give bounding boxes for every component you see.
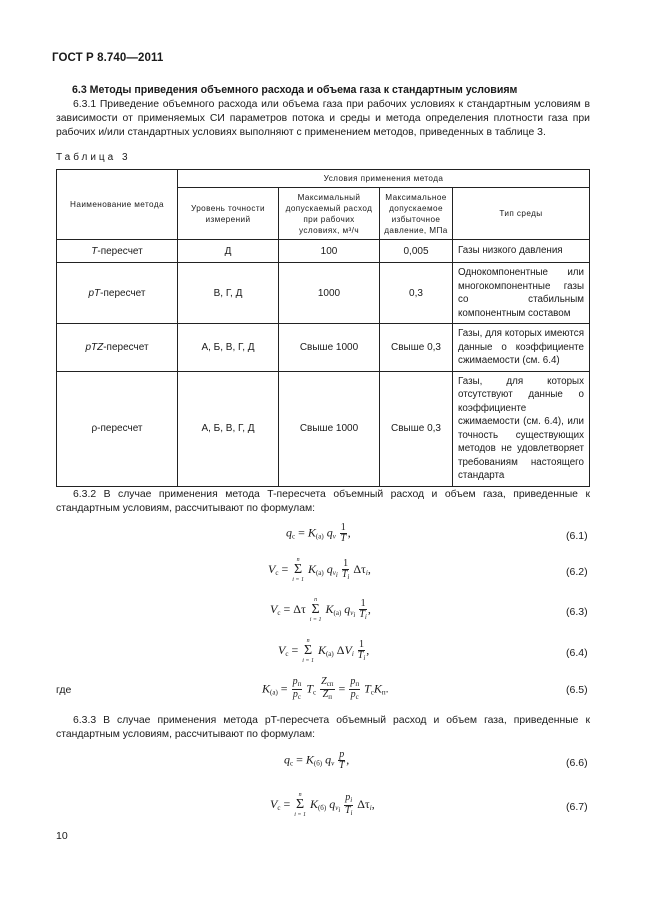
equation-6-3: $V_c = \Delta\tau$ n Σ i = 1 $K_{(а)}$ $q_{v_i}$ $\frac{1}{T_i}$ , bbox=[270, 597, 371, 623]
cell-accuracy: Д bbox=[178, 240, 279, 263]
header-medium: Тип среды bbox=[453, 188, 590, 240]
equation-number: (6.7) bbox=[566, 801, 588, 813]
cell-pressure: Свыше 0,3 bbox=[380, 324, 453, 372]
cell-pressure: Свыше 0,3 bbox=[380, 371, 453, 486]
equation-number: (6.6) bbox=[566, 757, 588, 769]
cell-accuracy: А, Б, В, Г, Д bbox=[178, 371, 279, 486]
cell-method: ρ-пересчет bbox=[57, 371, 178, 486]
header-method: Наименование метода bbox=[57, 170, 178, 240]
methods-table bbox=[56, 169, 590, 487]
table-row bbox=[57, 263, 590, 324]
equation-6-5: $K_{(а)}$ = $p_п$ $p_c$ $T_c$ $Z_{cп}$ $Z_п$ = $p_п$ $p_c$ $T_cK_п$. bbox=[262, 676, 389, 701]
where-label: где bbox=[56, 684, 72, 696]
header-max-flow: Максимальный допускаемый расход при рабочих условиях, м³/ч bbox=[279, 188, 380, 240]
cell-flow: Свыше 1000 bbox=[279, 324, 380, 372]
cell-medium: Газы низкого давления bbox=[453, 240, 590, 263]
cell-method: pTZ-пересчет bbox=[57, 324, 178, 372]
equation-6-4: $V_c$ = n Σ i = 1 $K_{(а)}$ $\Delta V_i$ $\frac{1}{T_i}$ , bbox=[278, 638, 370, 664]
equation-number: (6.1) bbox=[566, 530, 588, 542]
paragraph-6-3-3: 6.3.3 В случае применения метода pT-пересчета объемный расход и объем газа, приведенные к стандартным условиям, рассчитывают по формулам: bbox=[56, 715, 590, 740]
equation-number: (6.2) bbox=[566, 566, 588, 578]
equation-6-7: $V_c$ = n Σ i = 1 $K_{(б)}$ $q_{v_i}$ $\frac{p_i}{T_i}$ $\Delta\tau_i$, bbox=[270, 791, 375, 818]
header-max-pressure: Максимальное допускаемое избыточное давление, МПа bbox=[380, 188, 453, 240]
equation-number: (6.5) bbox=[566, 684, 588, 696]
table-row bbox=[57, 324, 590, 372]
cell-accuracy: В, Г, Д bbox=[178, 263, 279, 324]
cell-accuracy: А, Б, В, Г, Д bbox=[178, 324, 279, 372]
header-conditions: Условия применения метода bbox=[178, 170, 590, 188]
cell-flow: 1000 bbox=[279, 263, 380, 324]
header-accuracy: Уровень точности измерений bbox=[178, 188, 279, 240]
equation-6-2: $V_c$ = n Σ i = 1 $K_{(а)}$ $q_{v_i}$ $\frac{1}{T_i}$ $\Delta\tau_i$, bbox=[268, 557, 371, 583]
table-caption: Таблица 3 bbox=[56, 152, 131, 163]
cell-flow: Свыше 1000 bbox=[279, 371, 380, 486]
document-header: ГОСТ Р 8.740—2011 bbox=[52, 52, 164, 64]
cell-flow: 100 bbox=[279, 240, 380, 263]
cell-method: T-пересчет bbox=[57, 240, 178, 263]
paragraph-6-3-1: 6.3.1 Приведение объемного расхода или объема газа при рабочих условиях к стандартным условиям в зависимости от применяемых СИ параметров потока и среды и метода определения плотности газа при рабочих и/или стандартных условиях выполняют с применением методов, приведенных в таблице 3. bbox=[56, 99, 590, 138]
table-row bbox=[57, 240, 590, 263]
cell-pressure: 0,3 bbox=[380, 263, 453, 324]
section-title: 6.3 Методы приведения объемного расхода и объема газа к стандартным условиям bbox=[72, 84, 518, 96]
equation-6-6: $q_c = K_{(б)}$ $q_v$ $\frac{p}{T}$ , bbox=[284, 749, 350, 771]
table-row bbox=[57, 371, 590, 486]
cell-method: pT-пересчет bbox=[57, 263, 178, 324]
cell-medium: Газы, для которых отсутствуют данные о коэффициенте сжимаемости (см. 6.4), или точность существующих методов не удовлетворяет требованиям настоящего стандарта bbox=[453, 371, 590, 486]
equation-number: (6.4) bbox=[566, 647, 588, 659]
cell-medium: Газы, для которых имеются данные о коэффициенте сжимаемости (см. 6.4) bbox=[453, 324, 590, 372]
equation-number: (6.3) bbox=[566, 606, 588, 618]
page-number: 10 bbox=[56, 830, 68, 842]
cell-pressure: 0,005 bbox=[380, 240, 453, 263]
paragraph-6-3-2: 6.3.2 В случае применения метода T-пересчета объемный расход и объем газа, приведенные к стандартным условиям, рассчитывают по формулам: bbox=[56, 489, 590, 514]
equation-6-1: $q_c = K_{(а)}$ $q_v$ $\frac{1}{T}$ , bbox=[286, 522, 351, 544]
cell-medium: Однокомпонентные или многокомпонентные газы со стабильным компонентным составом bbox=[453, 263, 590, 324]
